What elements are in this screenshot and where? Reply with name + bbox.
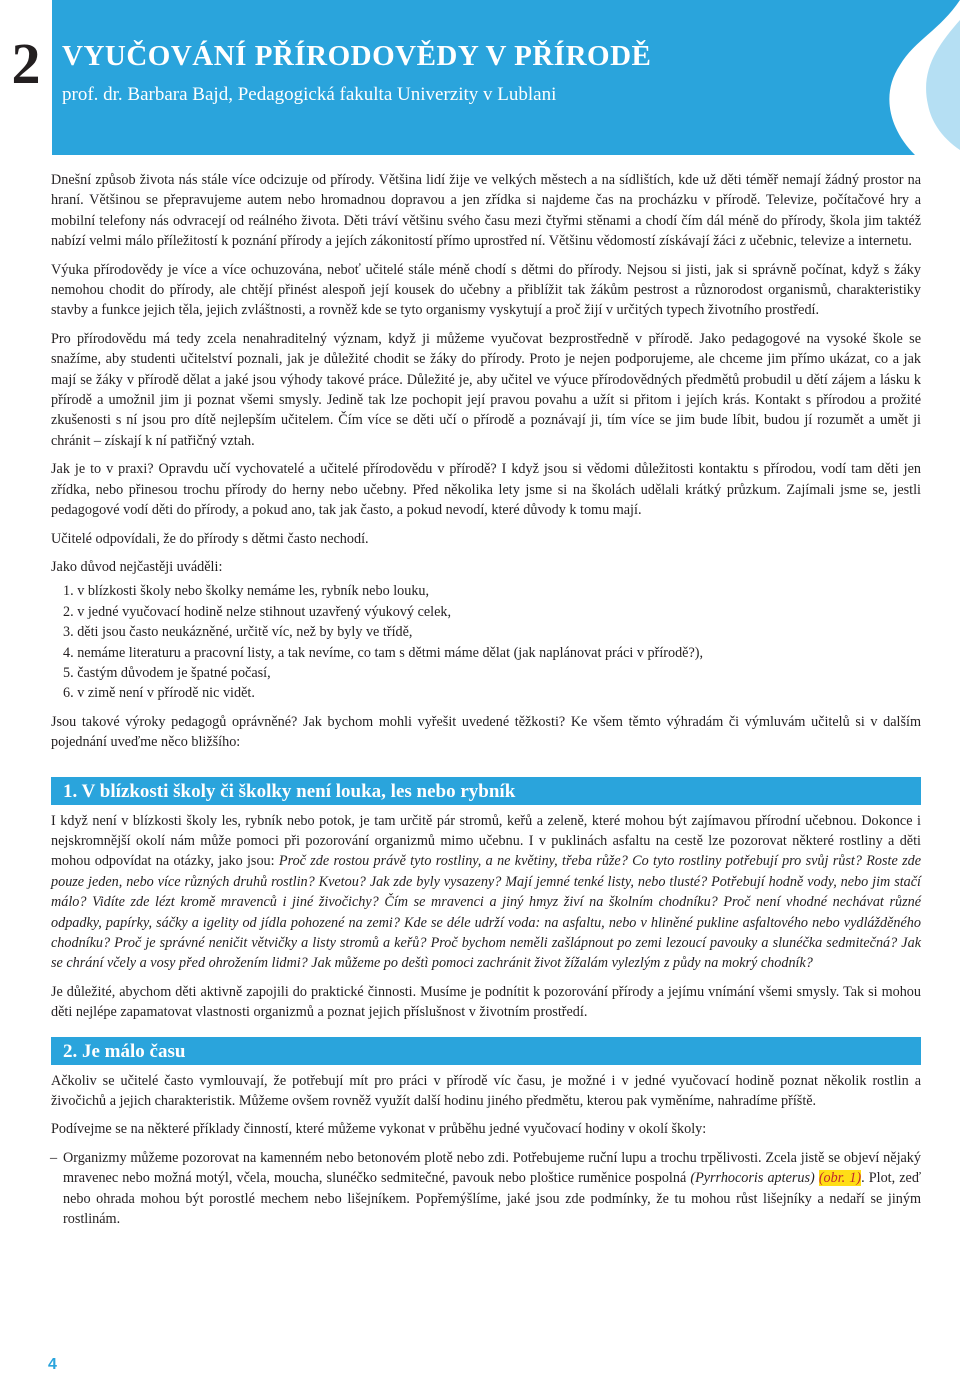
reasons-list — [51, 581, 921, 703]
chapter-title: VYUČOVÁNÍ PŘÍRODOVĚDY V PŘÍRODĚ — [62, 40, 652, 72]
wave-decoration-icon — [820, 0, 960, 155]
section-2-heading: 2. Je málo času — [51, 1037, 921, 1065]
dash-bullet: – — [50, 1149, 58, 1166]
list-item: 4. nemáme literaturu a pracovní listy, a tak nevíme, co tam s dětmi máme dělat (jak naplánovat práci v přírodě?), — [63, 644, 704, 661]
intro-paragraph-4: Jak je to v praxi? Opravdu učí vychovatelé a učitelé přírodovědu v přírodě? I když jsou si vědomi důležitosti kontaktu s přírodou, vodí tam děti jen zřídka, nebo přinesou trochu přírody do herny nebo učebny. Před několika lety jsme si na školách udělali krátký průzkum. Zajímali jsme se, jestli pedagogové vodí děti do přírody, a pokud ano, tak jak často, a pokud nevodí, které důvody k tomu mají. — [51, 461, 921, 519]
section-1-paragraph-2: Je důležité, abychom děti aktivně zapojili do praktické činnosti. Musíme je podnítit k pozorování přírody a jejímu vnímání všemi smysly. Tak si mohou děti nejlépe zapamatovat vlastnosti organizmů a poznat jejich příslušnost v životním prostředí. — [51, 983, 921, 1021]
list-item: 5. častým důvodem je špatné počasí, — [63, 664, 271, 681]
list-item: 6. v zimě není v přírodě nic vidět. — [63, 685, 255, 702]
section-1-paragraph-1 — [51, 811, 921, 974]
section-1-text: I když není v blízkosti školy les, rybník nebo potok, je tam určitě pár stromů, keřů a zeleně, které mohou být zajímavou přírodní učebnou. Dokonce i nejskromnější okolí nám může pomoci při pozorování organizmů mimo učebnu. I v puklinách asfaltu na cestě lze pozorovat některé rostliny a děti mohou odpovídat na otázky, jako jsou: — [51, 812, 921, 870]
section-2-paragraph-2: Podívejme se na některé příklady činností, které můžeme vykonat v průběhu jedné vyučovací hodiny v okolí školy: — [51, 1121, 707, 1138]
section-1-questions: Proč zde rostou právě tyto rostliny, a ne květiny, třeba růže? Co tyto rostliny potřebují pro svůj růst? Roste zde pouze jeden, nebo více různých druhů rostlin? Kvetou? Jak zde byly vysazeny? Mají jemné tenké listy, nebo tlusté? Potřebují hodně vody, nebo jim stačí málo? Vidíte zde lézt kromě mravenců i jiné živočichy? Čím se mravenci a jiný hmyz živí na školním chodníku? Proč není vhodné nechávat různé odpadky, papírky, sáčky a igelity od jídla pohozené na zemi? Kde se déle udrží voda: na asfaltu, nebo v hliněné pukline asfaltového nebo vydlážděného chodníku? Proč je správné neničit větvičky a listy stromů a keřů? Proč bychom neměli zašlápnout po zemi lezoucí pavouky a slunéčka sedmitečná? Jak se chrání včely a vosy před ohrožením lidmi? Jak můžeme po deštì pomoci zachránit život žížalám vylezlým z půdy na mokrý chodník? — [51, 853, 921, 972]
species-name: (Pyrrhocoris apterus) — [690, 1170, 815, 1187]
activity-text: Organizmy můžeme pozorovat na kamenném nebo betonovém plotě nebo zdi. Potřebujeme ruční lupu a trochu trpělivosti. Zcela jistě se objeví nějaký mravenec nebo možná motýl, včela, moucha, slunéčko sedmitečné, pavouk nebo ploštice ruměnice pospolná — [63, 1149, 921, 1187]
intro-paragraph-7: Jsou takové výroky pedagogů oprávněné? Jak bychom mohli vyřešit uvedené těžkosti? Ke všem těmto výhradám či výmluvám učitelů si v dalším pojednání uveďme něco bližšího: — [51, 713, 921, 751]
chapter-number: 2 — [11, 31, 41, 96]
list-item: 2. v jedné vyučovací hodině nelze stihnout uzavřený výukový celek, — [63, 603, 452, 620]
article-body — [51, 170, 921, 1237]
intro-paragraph-3: Pro přírodovědu má tedy zcela nenahraditelný význam, když ji můžeme vyučovat bezprostředně v přírodě. Jako pedagogové na vysoké škole se snažíme, aby studenti učitelství poznali, jak je důležité chodit se žáky do přírody. Proto je nejen podporujeme, ale chceme jim přímo ukázat, co a jak mají se žáky v přírodě dělat a jaké jsou výhody takové práce. Důležité je, aby učitel ve výuce přírodovědných předmětů probudil u dětí zájem a lásku k přírodě a umožnil jim ji poznat všemi smysly. Jedině tak lze pochopit její pravou povahu a užít si přitom i jejích krás. Kontakt s přírodou a prožité zkušenosti s ní jsou pro dítě nejlepším učitelem. Čím více se děti učí o přírodě a poznávají ji, tím více se jim bude líbit, budou jí rozumět a umět ji chránit – získají k ní patřičný vztah. — [51, 330, 921, 449]
activity-text-end: . Plot, zeď nebo ohrada mohou být porostlé mechem nebo lišejníkem. Popřemýšlíme, jaké jsou zde podmínky, že tu mohou růst lišejníky a nedaří se jiným rostlinám. — [63, 1170, 921, 1228]
intro-paragraph-2: Výuka přírodovědy je více a více ochuzována, neboť učitelé stále méně chodí s dětmi do přírody. Nejsou si jisti, jak si správně počínat, když s žáky nemohou chodit do přírody, ale chtějí přinést alespoň její kousek do učebny a přiblížit tak žákům pestrost a různorodost organismů, charakteristiky stavby a funkce jejich těla, jejich zvláštnosti, a rovněž kde se tyto organismy vyskytují a proč žijí v určitých typech životního prostředí. — [51, 261, 921, 319]
intro-paragraph-1: Dnešní způsob života nás stále více odcizuje od přírody. Většina lidí žije ve velkých městech a na sídlištích, kde už děti téměř nemají žádný prostor na hraní. Většinou se přepravujeme autem nebo hromadnou dopravou a jen zřídka si najdeme čas na procházku v přírodě. Televize, počítačové hry a mobilní telefony nás odvracejí od reálného života. Děti tráví většinu svého času mezi čtyřmi stěnami a chodí čím dál méně do přírody, škola jim taktéž nabízí velmi málo příležitostí k poznání přírody a jejích zákonitostí přímo uprostřed ní. Většinu vědomostí získávají žáci z učebnic, televize a internetu. — [51, 172, 921, 250]
list-item: 1. v blízkosti školy nebo školky nemáme les, rybník nebo louku, — [63, 583, 430, 600]
list-item: 3. děti jsou často neukázněné, určitě víc, než by byly ve třídě, — [63, 624, 413, 641]
figure-reference-link[interactable]: (obr. 1) — [818, 1170, 862, 1187]
section-2-paragraph-1: Ačkoliv se učitelé často vymlouvají, že potřebují mít pro práci v přírodě víc času, je možné i v jedné vyučovací hodině poznat několik rostlin a živočichů a jejich charakteristik. Můžeme ovšem rovněž využít další hodinu jiného předmětu, kterou pak vyměníme, nahradíme příště. — [51, 1072, 921, 1110]
intro-paragraph-6: Jako důvod nejčastěji uváděli: — [51, 558, 223, 575]
section-1-heading: 1. V blízkosti školy či školky není louka, les nebo rybník — [51, 777, 921, 805]
activity-item — [51, 1148, 921, 1230]
page-number: 4 — [48, 1356, 57, 1373]
chapter-author: prof. dr. Barbara Bajd, Pedagogická fakulta Univerzity v Lublani — [62, 84, 557, 105]
chapter-banner — [52, 0, 960, 155]
intro-paragraph-5: Učitelé odpovídali, že do přírody s dětmi často nechodí. — [51, 530, 369, 547]
